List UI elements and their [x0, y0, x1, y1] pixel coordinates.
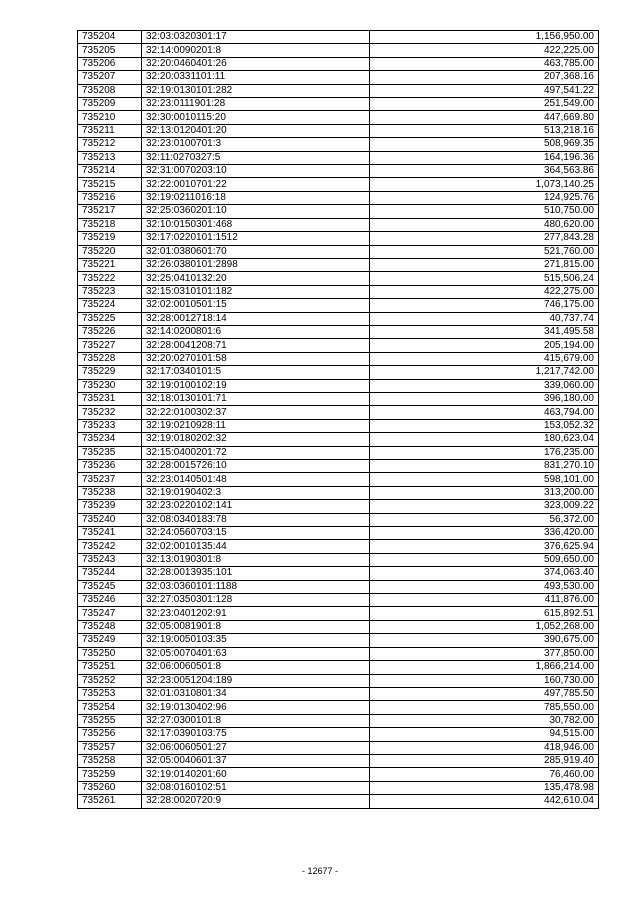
- cadastral-number-cell: 32:23:0401202:91: [142, 607, 370, 620]
- record-id-cell: 735233: [78, 419, 142, 432]
- amount-cell: 205,194.00: [370, 339, 599, 352]
- cadastral-number-cell: 32:01:0310801:34: [142, 687, 370, 700]
- record-id-cell: 735214: [78, 165, 142, 178]
- amount-cell: 513,218.16: [370, 124, 599, 137]
- record-id-cell: 735208: [78, 84, 142, 97]
- cadastral-number-cell: 32:19:0050103:35: [142, 634, 370, 647]
- record-id-cell: 735243: [78, 553, 142, 566]
- record-id-cell: 735229: [78, 366, 142, 379]
- record-id-cell: 735220: [78, 245, 142, 258]
- cadastral-number-cell: 32:19:0180202:32: [142, 433, 370, 446]
- table-row: [78, 500, 599, 513]
- record-id-cell: 735236: [78, 460, 142, 473]
- table-row: [78, 218, 599, 231]
- cadastral-number-cell: 32:14:0200801:6: [142, 325, 370, 338]
- table-row: [78, 44, 599, 57]
- record-id-cell: 735231: [78, 392, 142, 405]
- cadastral-number-cell: 32:14:0090201:8: [142, 44, 370, 57]
- amount-cell: 515,506.24: [370, 272, 599, 285]
- amount-cell: 207,368.16: [370, 71, 599, 84]
- amount-cell: 746,175.00: [370, 299, 599, 312]
- amount-cell: 480,620.00: [370, 218, 599, 231]
- amount-cell: 442,610.04: [370, 795, 599, 808]
- cadastral-number-cell: 32:08:0340183:78: [142, 513, 370, 526]
- table-row: [78, 433, 599, 446]
- record-id-cell: 735240: [78, 513, 142, 526]
- cadastral-number-cell: 32:20:0331101:11: [142, 71, 370, 84]
- record-id-cell: 735228: [78, 352, 142, 365]
- amount-cell: 341,495.58: [370, 325, 599, 338]
- record-id-cell: 735204: [78, 31, 142, 44]
- amount-cell: 160,730.00: [370, 674, 599, 687]
- table-row: [78, 419, 599, 432]
- cadastral-number-cell: 32:20:0270101:58: [142, 352, 370, 365]
- amount-cell: 493,530.00: [370, 580, 599, 593]
- record-id-cell: 735237: [78, 473, 142, 486]
- record-id-cell: 735225: [78, 312, 142, 325]
- table-row: [78, 781, 599, 794]
- cadastral-number-cell: 32:19:0210928:11: [142, 419, 370, 432]
- amount-cell: 323,009.22: [370, 500, 599, 513]
- amount-cell: 1,156,950.00: [370, 31, 599, 44]
- amount-cell: 1,217,742.00: [370, 366, 599, 379]
- record-id-cell: 735211: [78, 124, 142, 137]
- amount-cell: 364,563.86: [370, 165, 599, 178]
- table-row: [78, 687, 599, 700]
- table-row: [78, 366, 599, 379]
- record-id-cell: 735255: [78, 714, 142, 727]
- cadastral-number-cell: 32:23:0140501:48: [142, 473, 370, 486]
- table-row: [78, 124, 599, 137]
- amount-cell: 463,785.00: [370, 57, 599, 70]
- record-id-cell: 735261: [78, 795, 142, 808]
- cadastral-number-cell: 32:05:0070401:63: [142, 647, 370, 660]
- table-row: [78, 754, 599, 767]
- record-id-cell: 735230: [78, 379, 142, 392]
- cadastral-number-cell: 32:19:0100102:19: [142, 379, 370, 392]
- table-row: [78, 607, 599, 620]
- record-id-cell: 735206: [78, 57, 142, 70]
- amount-cell: 339,060.00: [370, 379, 599, 392]
- cadastral-number-cell: 32:01:0380601:70: [142, 245, 370, 258]
- amount-cell: 271,815.00: [370, 258, 599, 271]
- table-row: [78, 647, 599, 660]
- amount-cell: 510,750.00: [370, 205, 599, 218]
- amount-cell: 396,180.00: [370, 392, 599, 405]
- cadastral-number-cell: 32:10:0150301:468: [142, 218, 370, 231]
- cadastral-number-cell: 32:25:0410132:20: [142, 272, 370, 285]
- record-id-cell: 735238: [78, 486, 142, 499]
- table-row: [78, 71, 599, 84]
- cadastral-number-cell: 32:19:0130402:96: [142, 701, 370, 714]
- cadastral-number-cell: 32:17:0390103:75: [142, 728, 370, 741]
- amount-cell: 313,200.00: [370, 486, 599, 499]
- record-id-cell: 735245: [78, 580, 142, 593]
- record-id-cell: 735217: [78, 205, 142, 218]
- table-row: [78, 379, 599, 392]
- record-id-cell: 735222: [78, 272, 142, 285]
- table-row: [78, 232, 599, 245]
- record-id-cell: 735260: [78, 781, 142, 794]
- record-id-cell: 735253: [78, 687, 142, 700]
- amount-cell: 415,679.00: [370, 352, 599, 365]
- amount-cell: 56,372.00: [370, 513, 599, 526]
- amount-cell: 1,866,214.00: [370, 661, 599, 674]
- table-row: [78, 620, 599, 633]
- cadastral-number-cell: 32:28:0020720:9: [142, 795, 370, 808]
- table-row: [78, 272, 599, 285]
- record-id-cell: 735256: [78, 728, 142, 741]
- record-id-cell: 735244: [78, 567, 142, 580]
- amount-cell: 377,850.00: [370, 647, 599, 660]
- amount-cell: 390,675.00: [370, 634, 599, 647]
- cadastral-number-cell: 32:23:0111901:28: [142, 98, 370, 111]
- table-row: [78, 178, 599, 191]
- table-row: [78, 84, 599, 97]
- cadastral-number-cell: 32:06:0060501:27: [142, 741, 370, 754]
- table-row: [78, 31, 599, 44]
- table-row: [78, 339, 599, 352]
- cadastral-number-cell: 32:19:0211016:18: [142, 191, 370, 204]
- record-id-cell: 735215: [78, 178, 142, 191]
- amount-cell: 153,052.32: [370, 419, 599, 432]
- table-row: [78, 527, 599, 540]
- cadastral-number-cell: 32:27:0300101:8: [142, 714, 370, 727]
- table-row: [78, 674, 599, 687]
- table-row: [78, 728, 599, 741]
- table-row: [78, 460, 599, 473]
- amount-cell: 508,969.35: [370, 138, 599, 151]
- table-row: [78, 245, 599, 258]
- table-row: [78, 205, 599, 218]
- cadastral-number-cell: 32:22:0010701:22: [142, 178, 370, 191]
- amount-cell: 176,235.00: [370, 446, 599, 459]
- cadastral-number-cell: 32:23:0220102:141: [142, 500, 370, 513]
- table-row: [78, 473, 599, 486]
- record-id-cell: 735219: [78, 232, 142, 245]
- cadastral-number-cell: 32:17:0340101:5: [142, 366, 370, 379]
- amount-cell: 1,073,140.25: [370, 178, 599, 191]
- amount-cell: 124,925.76: [370, 191, 599, 204]
- amount-cell: 30,782.00: [370, 714, 599, 727]
- record-id-cell: 735226: [78, 325, 142, 338]
- cadastral-number-cell: 32:15:0310101:182: [142, 285, 370, 298]
- amount-cell: 521,760.00: [370, 245, 599, 258]
- cadastral-number-cell: 32:23:0100701:3: [142, 138, 370, 151]
- record-id-cell: 735205: [78, 44, 142, 57]
- cadastral-number-cell: 32:05:0081901:8: [142, 620, 370, 633]
- table-row: [78, 111, 599, 124]
- record-id-cell: 735259: [78, 768, 142, 781]
- cadastral-number-cell: 32:30:0010115:20: [142, 111, 370, 124]
- record-id-cell: 735235: [78, 446, 142, 459]
- record-id-cell: 735207: [78, 71, 142, 84]
- table-row: [78, 151, 599, 164]
- table-row: [78, 138, 599, 151]
- table-row: [78, 352, 599, 365]
- records-table: [77, 30, 599, 809]
- table-row: [78, 741, 599, 754]
- amount-cell: 497,541.22: [370, 84, 599, 97]
- cadastral-number-cell: 32:17:0220101:1512: [142, 232, 370, 245]
- record-id-cell: 735254: [78, 701, 142, 714]
- cadastral-number-cell: 32:26:0380101:2898: [142, 258, 370, 271]
- cadastral-number-cell: 32:03:0360101:1188: [142, 580, 370, 593]
- amount-cell: 76,460.00: [370, 768, 599, 781]
- table-row: [78, 768, 599, 781]
- record-id-cell: 735247: [78, 607, 142, 620]
- cadastral-number-cell: 32:19:0130101:282: [142, 84, 370, 97]
- amount-cell: 94,515.00: [370, 728, 599, 741]
- table-row: [78, 661, 599, 674]
- table-row: [78, 446, 599, 459]
- records-table-body: [78, 31, 599, 809]
- cadastral-number-cell: 32:15:0400201:72: [142, 446, 370, 459]
- record-id-cell: 735239: [78, 500, 142, 513]
- cadastral-number-cell: 32:18:0130101:71: [142, 392, 370, 405]
- cadastral-number-cell: 32:28:0012718:14: [142, 312, 370, 325]
- amount-cell: 598,101.00: [370, 473, 599, 486]
- table-row: [78, 634, 599, 647]
- table-row: [78, 553, 599, 566]
- table-row: [78, 714, 599, 727]
- cadastral-number-cell: 32:02:0010135:44: [142, 540, 370, 553]
- amount-cell: 180,623.04: [370, 433, 599, 446]
- record-id-cell: 735246: [78, 594, 142, 607]
- table-row: [78, 580, 599, 593]
- cadastral-number-cell: 32:06:0060501:8: [142, 661, 370, 674]
- cadastral-number-cell: 32:20:0460401:26: [142, 57, 370, 70]
- record-id-cell: 735251: [78, 661, 142, 674]
- cadastral-number-cell: 32:28:0015726:10: [142, 460, 370, 473]
- record-id-cell: 735250: [78, 647, 142, 660]
- amount-cell: 418,946.00: [370, 741, 599, 754]
- cadastral-number-cell: 32:13:0190301:8: [142, 553, 370, 566]
- record-id-cell: 735234: [78, 433, 142, 446]
- cadastral-number-cell: 32:28:0013935:101: [142, 567, 370, 580]
- amount-cell: 463,794.00: [370, 406, 599, 419]
- amount-cell: 376,625.94: [370, 540, 599, 553]
- table-row: [78, 191, 599, 204]
- cadastral-number-cell: 32:03:0320301:17: [142, 31, 370, 44]
- amount-cell: 615,892.51: [370, 607, 599, 620]
- record-id-cell: 735257: [78, 741, 142, 754]
- table-row: [78, 285, 599, 298]
- table-row: [78, 98, 599, 111]
- cadastral-number-cell: 32:24:0560703:15: [142, 527, 370, 540]
- record-id-cell: 735248: [78, 620, 142, 633]
- cadastral-number-cell: 32:19:0190402:3: [142, 486, 370, 499]
- record-id-cell: 735227: [78, 339, 142, 352]
- amount-cell: 422,225.00: [370, 44, 599, 57]
- table-row: [78, 312, 599, 325]
- table-row: [78, 594, 599, 607]
- amount-cell: 447,669.80: [370, 111, 599, 124]
- record-id-cell: 735242: [78, 540, 142, 553]
- record-id-cell: 735221: [78, 258, 142, 271]
- table-row: [78, 406, 599, 419]
- cadastral-number-cell: 32:19:0140201:60: [142, 768, 370, 781]
- table-row: [78, 486, 599, 499]
- table-row: [78, 299, 599, 312]
- record-id-cell: 735224: [78, 299, 142, 312]
- amount-cell: 251,549.00: [370, 98, 599, 111]
- amount-cell: 374,063.40: [370, 567, 599, 580]
- record-id-cell: 735210: [78, 111, 142, 124]
- amount-cell: 509,650.00: [370, 553, 599, 566]
- table-row: [78, 513, 599, 526]
- amount-cell: 831,270.10: [370, 460, 599, 473]
- table-row: [78, 567, 599, 580]
- record-id-cell: 735241: [78, 527, 142, 540]
- record-id-cell: 735213: [78, 151, 142, 164]
- cadastral-number-cell: 32:27:0350301:128: [142, 594, 370, 607]
- cadastral-number-cell: 32:13:0120401:20: [142, 124, 370, 137]
- amount-cell: 40,737.74: [370, 312, 599, 325]
- record-id-cell: 735258: [78, 754, 142, 767]
- amount-cell: 285,919.40: [370, 754, 599, 767]
- cadastral-number-cell: 32:25:0360201:10: [142, 205, 370, 218]
- cadastral-number-cell: 32:23:0051204:189: [142, 674, 370, 687]
- amount-cell: 785,550.00: [370, 701, 599, 714]
- cadastral-number-cell: 32:11:0270327:5: [142, 151, 370, 164]
- record-id-cell: 735209: [78, 98, 142, 111]
- amount-cell: 422,275.00: [370, 285, 599, 298]
- cadastral-number-cell: 32:22:0100302:37: [142, 406, 370, 419]
- record-id-cell: 735223: [78, 285, 142, 298]
- record-id-cell: 735232: [78, 406, 142, 419]
- table-row: [78, 325, 599, 338]
- record-id-cell: 735216: [78, 191, 142, 204]
- amount-cell: 135,478.98: [370, 781, 599, 794]
- page-number: - 12677 -: [301, 866, 339, 876]
- record-id-cell: 735249: [78, 634, 142, 647]
- amount-cell: 497,785.50: [370, 687, 599, 700]
- table-row: [78, 701, 599, 714]
- cadastral-number-cell: 32:28:0041208:71: [142, 339, 370, 352]
- amount-cell: 411,876.00: [370, 594, 599, 607]
- table-row: [78, 258, 599, 271]
- amount-cell: 336,420.00: [370, 527, 599, 540]
- amount-cell: 277,843.28: [370, 232, 599, 245]
- cadastral-number-cell: 32:31:0070203:10: [142, 165, 370, 178]
- table-row: [78, 57, 599, 70]
- table-row: [78, 540, 599, 553]
- table-row: [78, 392, 599, 405]
- cadastral-number-cell: 32:08:0160102:51: [142, 781, 370, 794]
- record-id-cell: 735218: [78, 218, 142, 231]
- cadastral-number-cell: 32:02:0010501:15: [142, 299, 370, 312]
- amount-cell: 1,052,268.00: [370, 620, 599, 633]
- cadastral-number-cell: 32:05:0040601:37: [142, 754, 370, 767]
- table-row: [78, 795, 599, 808]
- table-row: [78, 165, 599, 178]
- amount-cell: 164,196.36: [370, 151, 599, 164]
- record-id-cell: 735212: [78, 138, 142, 151]
- record-id-cell: 735252: [78, 674, 142, 687]
